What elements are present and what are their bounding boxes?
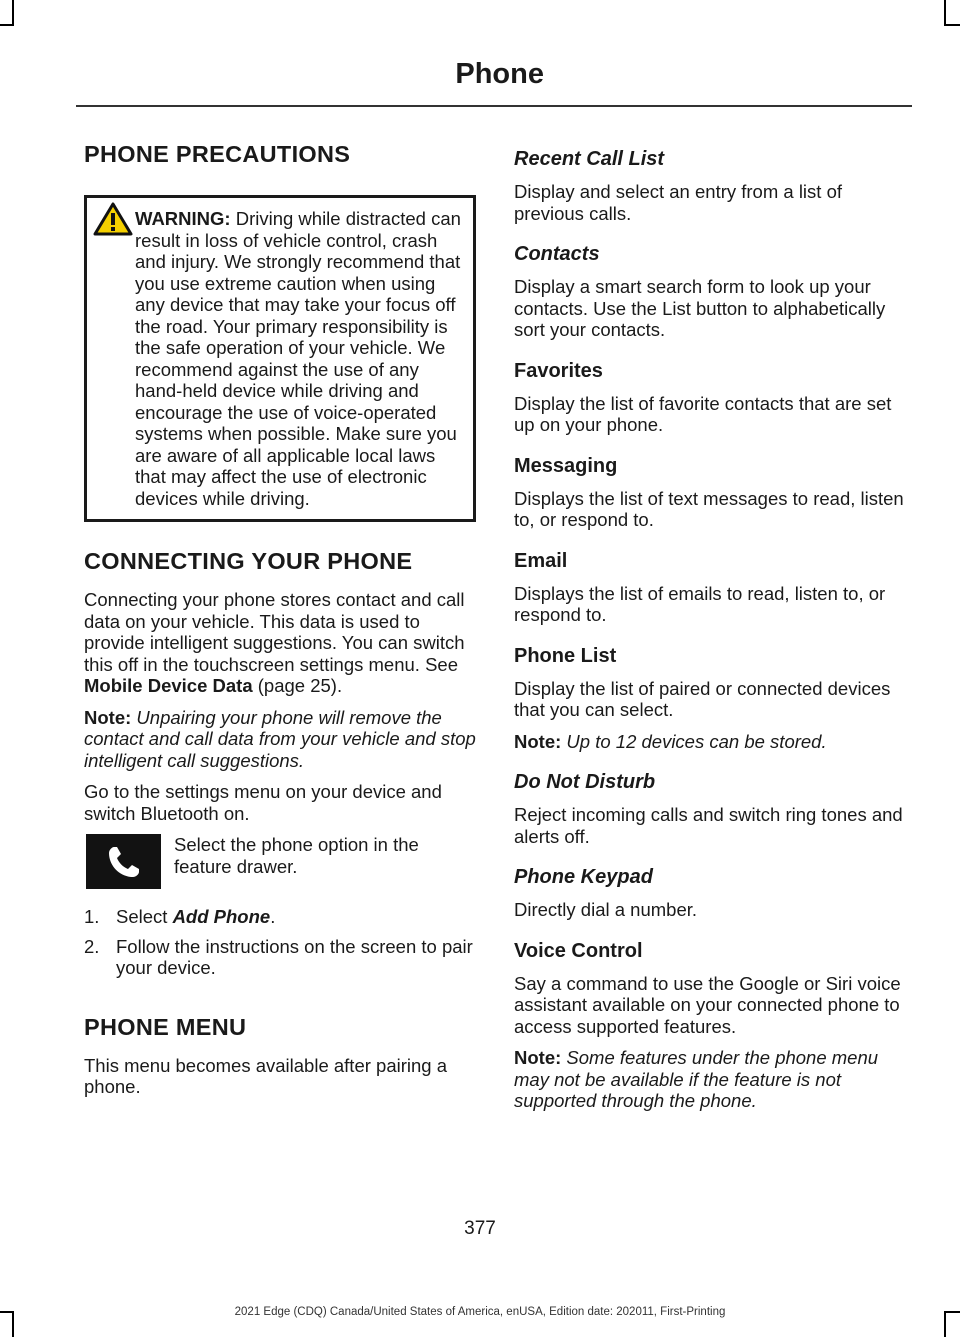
note-text: Up to 12 devices can be stored.	[561, 730, 827, 752]
warning-label: WARNING:	[135, 208, 231, 229]
right-column	[514, 147, 910, 1122]
warning-text: Driving while distracted can result in loss of vehicle control, crash and injury. We strongly recommend that you use extreme caution when using any device that may take your focus off the road. Your primary responsibility is the safe operation of your vehicle. We recommend against the use of any hand-held device while driving and encourage the use of voice-operated systems when possible. Make sure you are aware of all applicable local laws that may affect the use of electronic devices while driving.	[135, 208, 461, 509]
note-label: Note:	[514, 730, 562, 752]
subheading-phone-list: Phone List	[514, 644, 617, 667]
warning-box	[84, 195, 476, 522]
pairing-steps-list	[84, 906, 476, 979]
subheading-email: Email	[514, 549, 568, 572]
note-unpairing	[84, 707, 476, 772]
step-text: Follow the instructions on the screen to pair your device.	[116, 935, 473, 978]
voice-control-text: Say a command to use the Google or Siri voice assistant available on your connected phone to access supported features.	[514, 972, 901, 1037]
phone-handset-icon	[86, 834, 161, 889]
connecting-text: Connecting your phone stores contact and call data on your vehicle. This data is used to provide intelligent suggestions. You can switch this off in the touchscreen settings menu. See	[84, 589, 465, 675]
note-label: Note:	[514, 1047, 562, 1068]
list-item	[84, 936, 476, 979]
mobile-device-data-link[interactable]: Mobile Device Data	[84, 675, 253, 696]
email-text: Displays the list of emails to read, listen to, or respond to.	[514, 582, 886, 625]
page-header-title: Phone	[455, 58, 544, 90]
phone-keypad-text: Directly dial a number.	[514, 899, 698, 920]
recent-call-list-text: Display and select an entry from a list of previous calls.	[514, 181, 843, 224]
step-number: 2.	[84, 935, 100, 957]
crop-mark	[12, 0, 14, 26]
note-devices	[514, 731, 910, 753]
note-text: Some features under the phone menu may not be available if the feature is not supported through the phone.	[514, 1047, 879, 1111]
subheading-contacts: Contacts	[514, 243, 600, 265]
page-reference: (page 25).	[252, 675, 343, 696]
messaging-text: Displays the list of text messages to read, listen to, or respond to.	[514, 487, 904, 530]
subheading-recent-call-list: Recent Call List	[514, 148, 665, 170]
crop-mark	[0, 24, 14, 26]
crop-mark	[944, 24, 960, 26]
step-punctuation: .	[270, 906, 276, 927]
crop-mark	[944, 0, 946, 26]
subheading-do-not-disturb: Do Not Disturb	[514, 771, 656, 793]
phone-menu-paragraph: This menu becomes available after pairing a phone.	[84, 1054, 447, 1097]
page-number: 377	[464, 1218, 496, 1239]
step-number: 1.	[84, 906, 100, 927]
note-features	[514, 1047, 910, 1112]
phone-option-row	[84, 834, 476, 894]
subheading-favorites: Favorites	[514, 359, 603, 382]
subheading-voice-control: Voice Control	[514, 939, 643, 962]
step-text: Select	[116, 906, 173, 927]
note-label: Note:	[84, 706, 132, 728]
add-phone-label: Add Phone	[172, 906, 271, 927]
settings-paragraph: Go to the settings menu on your device and switch Bluetooth on.	[84, 781, 442, 824]
warning-triangle-icon	[93, 202, 133, 236]
contacts-text: Display a smart search form to look up your contacts. Use the List button to alphabetically sort your contacts.	[514, 276, 886, 340]
connecting-paragraph	[84, 589, 476, 697]
phone-list-text: Display the list of paired or connected devices that you can select.	[514, 677, 891, 720]
phone-option-text: Select the phone option in the feature drawer.	[174, 834, 419, 877]
subheading-messaging: Messaging	[514, 454, 618, 477]
note-text: Unpairing your phone will remove the contact and call data from your vehicle and stop intelligent call suggestions.	[84, 706, 476, 771]
list-item	[84, 906, 476, 928]
header-rule	[76, 105, 912, 107]
edition-line: 2021 Edge (CDQ) Canada/United States of America, enUSA, Edition date: 202011, First-Printing	[234, 1306, 726, 1318]
left-column	[84, 140, 476, 1108]
do-not-disturb-text: Reject incoming calls and switch ring tones and alerts off.	[514, 804, 903, 847]
section-heading-connecting-your-phone: CONNECTING YOUR PHONE	[84, 548, 413, 574]
section-heading-phone-menu: PHONE MENU	[84, 1013, 247, 1040]
subheading-phone-keypad: Phone Keypad	[514, 866, 653, 888]
section-heading-phone-precautions: PHONE PRECAUTIONS	[84, 141, 351, 167]
favorites-text: Display the list of favorite contacts that are set up on your phone.	[514, 392, 892, 435]
